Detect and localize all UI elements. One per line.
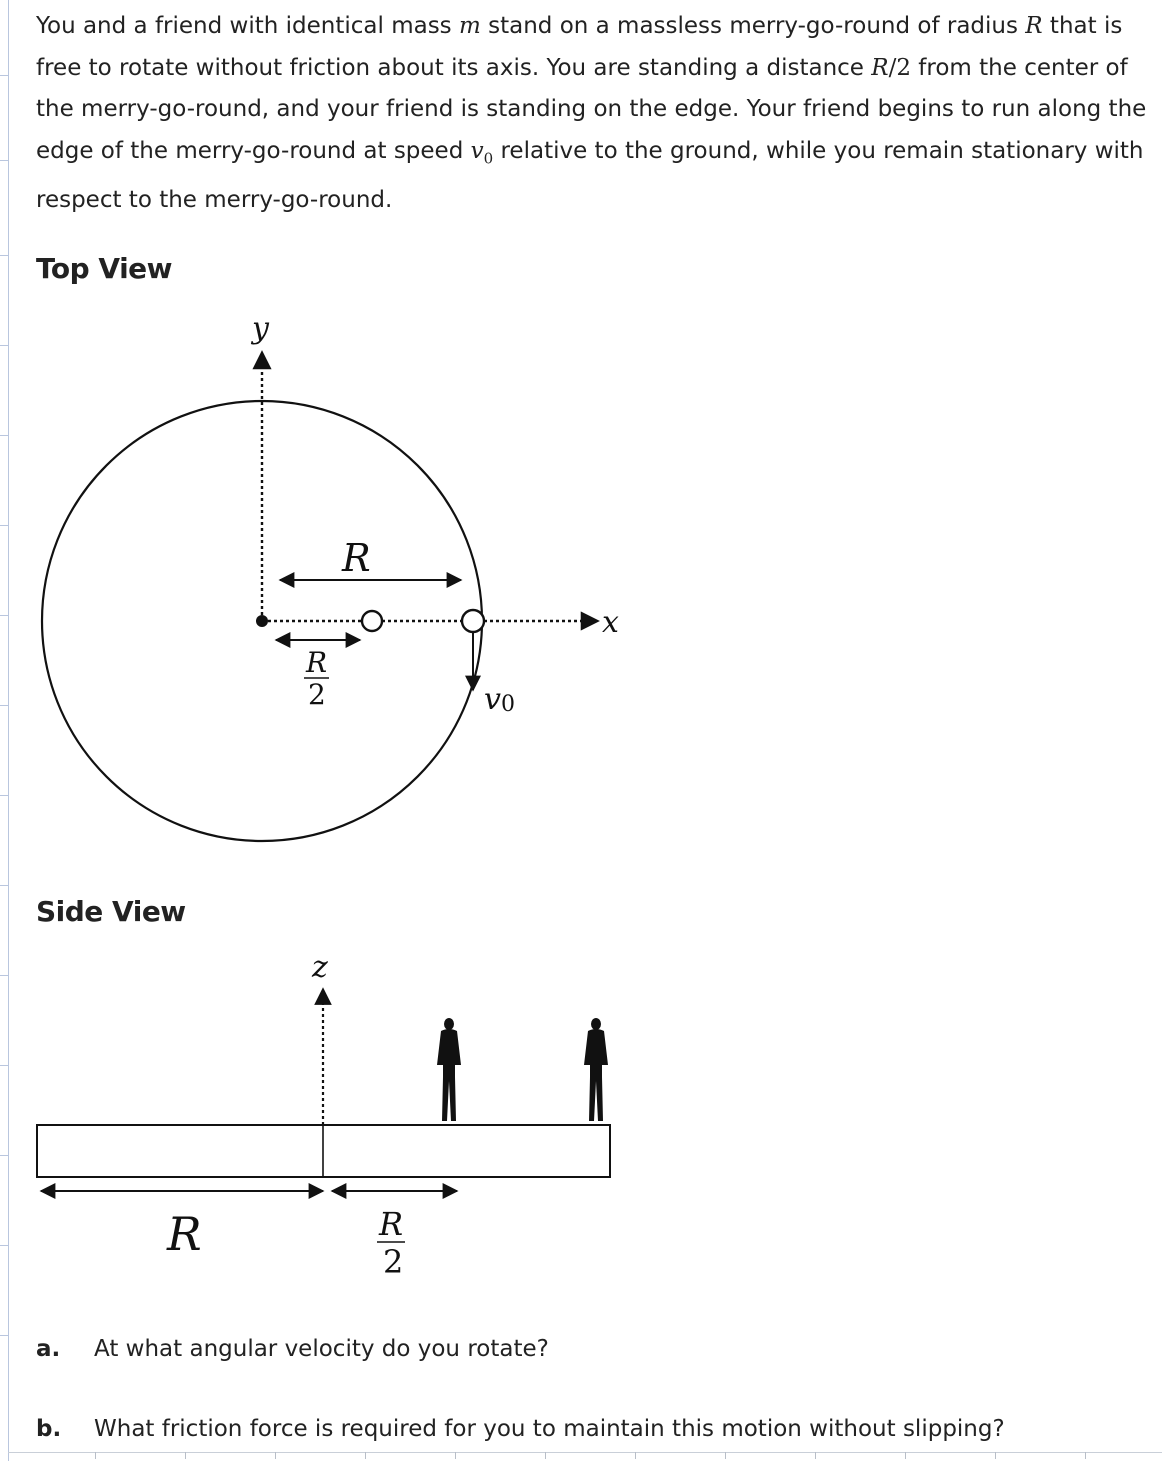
ruler-tick xyxy=(185,1452,186,1459)
x-axis-label: x xyxy=(602,605,619,640)
half-radius-numerator: R xyxy=(379,1205,404,1243)
margin-tick xyxy=(0,885,8,886)
ruler-tick xyxy=(815,1452,816,1459)
y-axis-label: y xyxy=(252,312,269,346)
radius-label: R xyxy=(342,536,371,580)
ruler-tick xyxy=(905,1452,906,1459)
ruler-tick xyxy=(995,1452,996,1459)
mass-symbol: m xyxy=(458,13,481,39)
question-letter: a. xyxy=(36,1336,61,1362)
half-fraction: /2 xyxy=(888,54,911,81)
question-text: What friction force is required for you to maintain this motion without slipping? xyxy=(94,1416,1005,1442)
margin-tick xyxy=(0,525,8,526)
radius-label: R xyxy=(167,1207,202,1261)
z-axis-label: z xyxy=(312,955,328,985)
page-edge-line xyxy=(8,0,9,1461)
margin-tick xyxy=(0,160,8,161)
margin-tick xyxy=(0,75,8,76)
top-view-title: Top View xyxy=(36,252,173,285)
radius-symbol: R xyxy=(871,54,889,81)
margin-tick xyxy=(0,1065,8,1066)
center-point xyxy=(256,615,268,627)
margin-tick xyxy=(0,975,8,976)
question-text: At what angular velocity do you rotate? xyxy=(94,1336,549,1362)
ruler-tick xyxy=(635,1452,636,1459)
half-radius-numerator: R xyxy=(306,646,328,679)
margin-tick xyxy=(0,255,8,256)
side-view-diagram xyxy=(36,955,626,1277)
intro-text: from the center of the merry-go-round, and your friend is standing on the edge. Your friend begins to run along the edge of the merry-go-round at speed xyxy=(36,54,1147,164)
margin-tick xyxy=(0,615,8,616)
ruler-tick xyxy=(545,1452,546,1459)
friend-marker xyxy=(462,610,484,632)
half-radius-denominator: 2 xyxy=(308,678,326,711)
you-marker xyxy=(362,611,382,631)
ruler-tick xyxy=(275,1452,276,1459)
margin-tick xyxy=(0,705,8,706)
margin-tick xyxy=(0,345,8,346)
velocity-label: v0 xyxy=(484,682,515,717)
intro-text: stand on a massless merry-go-round of radius xyxy=(480,13,1026,39)
intro-text: You and a friend with identical mass xyxy=(36,13,459,39)
intro-text: that is free to rotate without friction about its axis. You are standing a distance xyxy=(36,13,1123,81)
side-view-title: Side View xyxy=(36,895,186,928)
bottom-rule xyxy=(8,1452,1162,1453)
speed-subscript: 0 xyxy=(483,149,494,168)
margin-tick xyxy=(0,1245,8,1246)
margin-tick xyxy=(0,435,8,436)
top-view-diagram xyxy=(36,312,626,846)
margin-tick xyxy=(0,1335,8,1336)
problem-statement xyxy=(36,6,1151,221)
ruler-tick xyxy=(455,1452,456,1459)
margin-tick xyxy=(0,1155,8,1156)
ruler-tick xyxy=(365,1452,366,1459)
you-silhouette xyxy=(437,1018,461,1121)
half-radius-denominator: 2 xyxy=(383,1243,404,1277)
margin-tick xyxy=(0,795,8,796)
friend-silhouette xyxy=(584,1018,608,1121)
speed-symbol: v xyxy=(470,137,484,164)
ruler-tick xyxy=(95,1452,96,1459)
intro-text: relative to the ground, while you remain stationary with respect to the merry-go-round. xyxy=(36,137,1144,213)
ruler-tick xyxy=(1085,1452,1086,1459)
question-letter: b. xyxy=(36,1416,62,1442)
radius-symbol: R xyxy=(1025,13,1043,39)
ruler-tick xyxy=(725,1452,726,1459)
